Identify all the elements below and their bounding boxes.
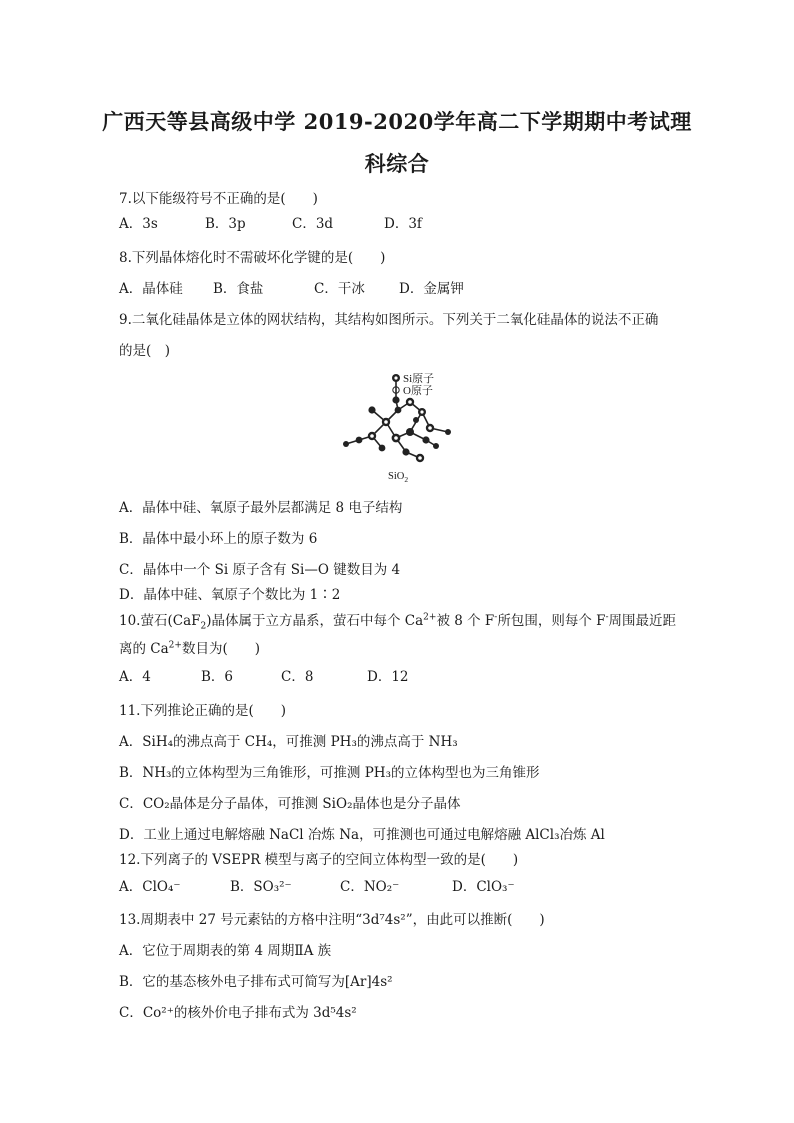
question-12-option-b: B．SO₃²⁻	[230, 879, 292, 895]
question-10-option-b: B．6	[201, 669, 234, 685]
figure-caption-sub: 2	[404, 475, 409, 484]
question-7-option-b: B．3p	[205, 216, 246, 232]
question-10-option-d: D．12	[367, 669, 409, 685]
question-12-option-c: C．NO₂⁻	[340, 879, 400, 895]
question-12-stem: 12.下列离子的 VSEPR 模型与离子的空间立体构型一致的是( )	[119, 852, 519, 868]
q10-text-e: 周围最近距	[608, 613, 677, 629]
q10-text-c: 被 8 个 F	[436, 613, 495, 629]
question-11-stem: 11.下列推论正确的是( )	[119, 703, 287, 719]
q10-sup2: -	[494, 612, 498, 623]
q10-sub: 2	[200, 621, 207, 632]
sio2-structure-figure	[340, 365, 460, 485]
q10-line2-sup: 2+	[168, 640, 182, 651]
question-7-option-d: D．3f	[384, 216, 422, 232]
question-9-stem-line2: 的是( )	[119, 343, 171, 359]
question-10-stem-line1	[119, 609, 677, 632]
question-8-stem: 8.下列晶体熔化时不需破坏化学键的是( )	[119, 250, 386, 266]
question-12-option-d: D．ClO₃⁻	[452, 879, 515, 895]
question-8-option-d: D．金属钾	[399, 281, 464, 297]
q10-text-a: 10.萤石(CaF	[119, 613, 201, 629]
q10-sup1: 2+	[423, 612, 437, 623]
q10-text-b: )晶体属于立方晶系，萤石中每个 Ca	[206, 613, 424, 629]
legend-si-label: Si原子	[403, 373, 435, 385]
question-9-option-c: C．晶体中一个 Si 原子含有 Si—O 键数目为 4	[119, 562, 401, 578]
question-13-stem: 13.周期表中 27 号元素钴的方格中注明“3d⁷4s²”，由此可以推断( )	[119, 912, 545, 928]
question-9-option-d: D．晶体中硅、氧原子个数比为 1∶2	[119, 587, 341, 603]
legend-o-label: O原子	[403, 385, 433, 397]
question-11-option-d: D．工业上通过电解熔融 NaCl 冶炼 Na，可推测也可通过电解熔融 AlCl₃冶炼 Al	[119, 827, 605, 843]
question-13-option-a: A．它位于周期表的第 4 周期ⅡA 族	[119, 943, 332, 959]
question-11-option-a: A．SiH₄的沸点高于 CH₄，可推测 PH₃的沸点高于 NH₃	[119, 734, 458, 750]
question-12-options	[119, 875, 515, 895]
q10-sup3: -	[605, 612, 609, 623]
question-8-options	[119, 277, 464, 297]
question-12-option-a: A．ClO₄⁻	[119, 879, 181, 895]
q10-line2-b: 数目为( )	[181, 641, 260, 657]
question-10-option-a: A．4	[119, 669, 151, 685]
question-8-option-a: A．晶体硅	[119, 281, 183, 297]
question-9-option-b: B．晶体中最小环上的原子数为 6	[119, 531, 318, 547]
figure-caption-base: SiO	[388, 471, 405, 482]
question-7-options	[119, 212, 422, 232]
question-11-option-c: C．CO₂晶体是分子晶体，可推测 SiO₂晶体也是分子晶体	[119, 796, 461, 812]
question-13-option-c: C．Co²⁺的核外价电子排布式为 3d⁵4s²	[119, 1005, 357, 1021]
question-8-option-c: C．干冰	[314, 281, 365, 297]
question-10-options	[119, 665, 409, 685]
q10-line2-a: 离的 Ca	[119, 641, 169, 657]
question-10-option-c: C．8	[281, 669, 314, 685]
question-10-stem-line2	[119, 637, 260, 657]
question-7-stem: 7.以下能级符号不正确的是( )	[119, 191, 318, 207]
question-9-option-a: A．晶体中硅、氧原子最外层都满足 8 电子结构	[119, 500, 403, 516]
page-title-line2: 科综合	[364, 151, 430, 176]
question-8-option-b: B．食盐	[213, 281, 264, 297]
question-7-option-a: A．3s	[119, 216, 158, 232]
figure-caption	[388, 471, 408, 484]
page-title: 广西天等县高级中学 2019-2020学年高二下学期期中考试理	[102, 109, 692, 134]
question-7-option-c: C．3d	[292, 216, 334, 232]
q10-text-d: 所包围，则每个 F	[497, 613, 606, 629]
question-11-option-b: B．NH₃的立体构型为三角锥形，可推测 PH₃的立体构型也为三角锥形	[119, 765, 540, 781]
question-13-option-b: B．它的基态核外电子排布式可简写为[Ar]4s²	[119, 974, 393, 990]
question-9-stem-line1: 9.二氧化硅晶体是立体的网状结构，其结构如图所示。下列关于二氧化硅晶体的说法不正确	[119, 312, 659, 328]
